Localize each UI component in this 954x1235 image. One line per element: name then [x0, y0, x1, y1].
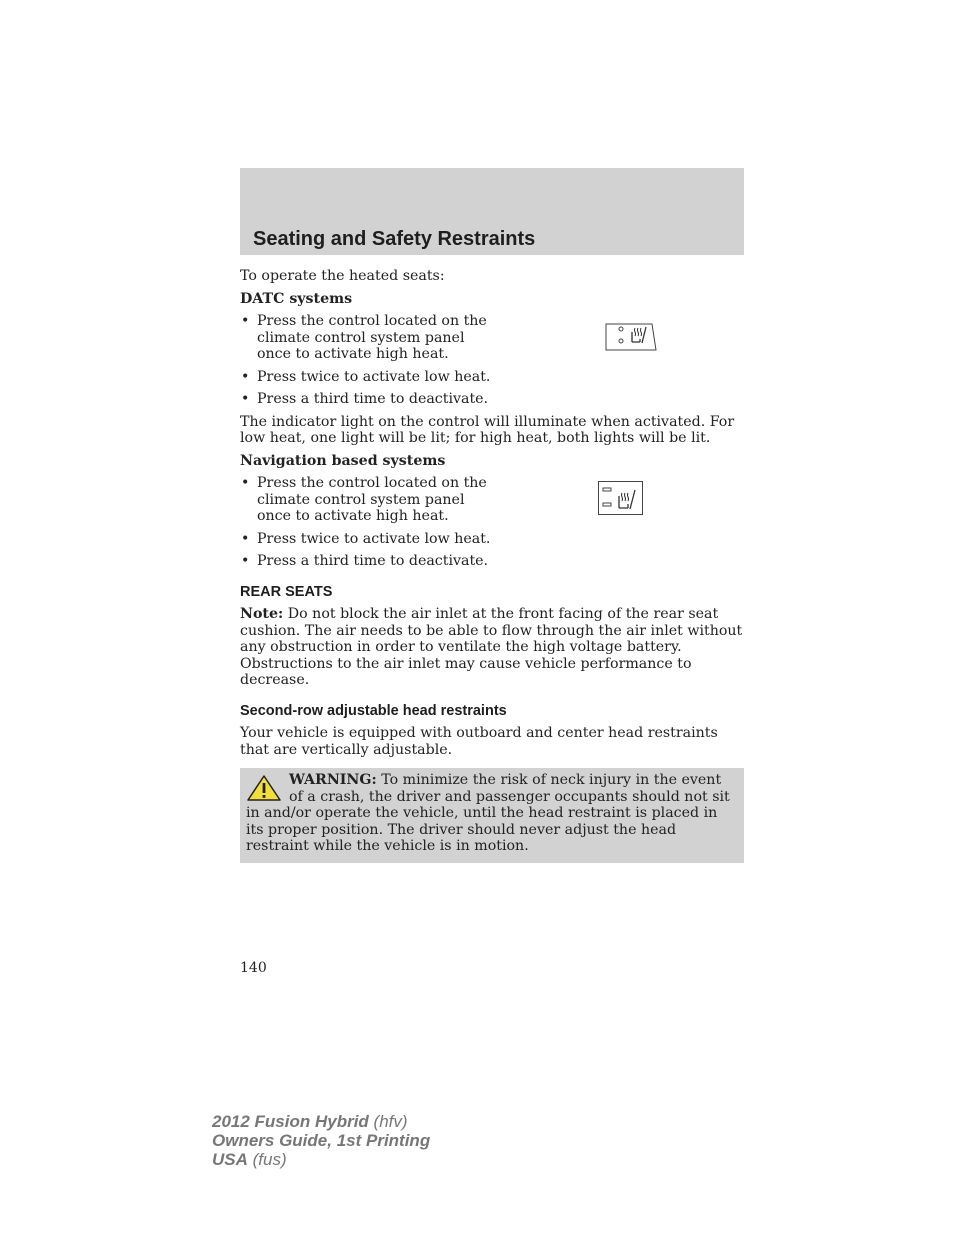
page-title: Seating and Safety Restraints [253, 228, 536, 250]
footer-model-code: (hfv) [368, 1112, 408, 1131]
list-item: • Press twice to activate low heat. [241, 530, 491, 547]
footer-edition: Owners Guide, 1st Printing [212, 1131, 431, 1150]
note-label: Note: [240, 606, 284, 622]
document-footer [212, 1112, 430, 1169]
warning-triangle-icon [246, 774, 282, 802]
list-item: • Press twice to activate low heat. [241, 368, 491, 385]
datc-subheading: DATC systems [240, 290, 353, 307]
page-number: 140 [240, 960, 267, 976]
footer-model: 2012 Fusion Hybrid [212, 1112, 369, 1131]
section-header-band [240, 168, 744, 255]
intro-text: To operate the heated seats: [240, 268, 445, 284]
head-restraints-heading: Second-row adjustable head restraints [240, 702, 507, 719]
list-item: • Press the control located on the climate control system panel once to activate high heat. [241, 475, 487, 524]
rear-seats-heading: REAR SEATS [240, 583, 333, 600]
list-item: • Press a third time to deactivate. [241, 553, 489, 569]
warning-label: WARNING: [289, 772, 377, 788]
indicator-note: The indicator light on the control will illuminate when activated. For low heat, one light will be lit; for high heat, both lights will be lit. [240, 413, 735, 446]
rear-seats-note [240, 606, 744, 689]
head-restraints-text: Your vehicle is equipped with outboard and center head restraints that are vertically adjustable. [240, 725, 718, 758]
list-item: • Press a third time to deactivate. [241, 391, 489, 407]
main-content [240, 268, 744, 863]
nav-subheading: Navigation based systems [240, 452, 446, 469]
warning-text: To minimize the risk of neck injury in the event of a crash, the driver and passenger occupants should not sit in and/or operate the vehicle, until the head restraint is placed in its proper position. The driver should never adjust the head restraint while the vehicle is in motion. [246, 772, 730, 854]
footer-region-code: (fus) [247, 1150, 287, 1169]
note-text: Do not block the air inlet at the front facing of the rear seat cushion. The air needs to be able to flow through the air inlet without any obstruction in order to ventilate the high voltage battery. Obstructions to the air inlet may cause vehicle performance to decrease. [240, 606, 743, 688]
warning-box [240, 768, 744, 863]
footer-region: USA [212, 1150, 248, 1169]
list-item: • Press the control located on the climate control system panel once to activate high heat. [241, 313, 487, 362]
